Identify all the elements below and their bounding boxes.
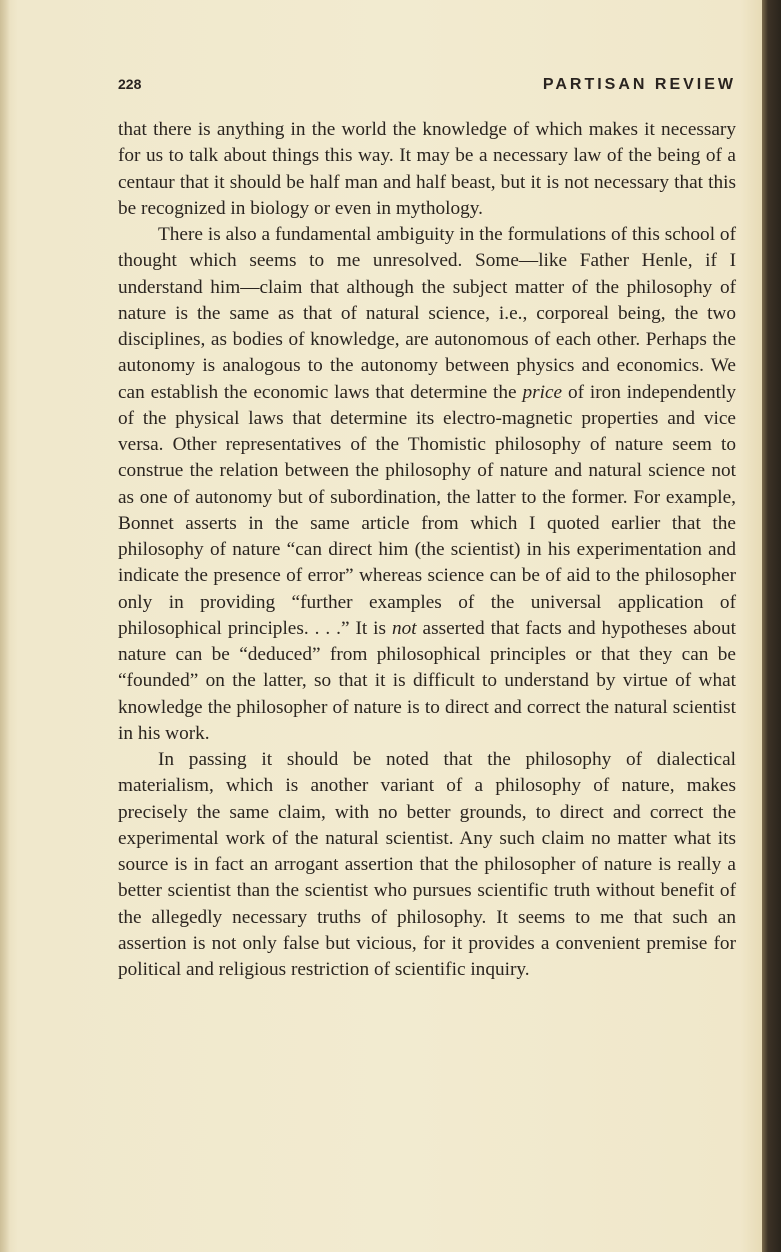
paragraph-2 bbox=[118, 222, 736, 747]
page-number: 228 bbox=[118, 76, 142, 92]
emphasis-price: price bbox=[522, 381, 563, 403]
page-gutter-shadow bbox=[0, 0, 10, 1252]
body-text bbox=[118, 117, 736, 983]
running-head: PARTISAN REVIEW bbox=[542, 76, 736, 93]
paragraph-2-text-b: of iron independently of the physical laws that determine its electro-magnetic properties and vice versa. Other representatives of the Thomistic philosophy of nature seem to construe the relation between the philosophy of nature and natural science not as one of autonomy but of subordination, the latter to the former. For example, Bonnet asserts in the same article from which I quoted earlier that the philosophy of nature “can direct him (the scientist) in his experimentation and indicate the presence of error” whereas science can be of aid to the philosopher only in providing “further examples of the universal application of philosophical principles. . . .” It is bbox=[118, 381, 737, 639]
paragraph-2-text-a: There is also a fundamental ambiguity in the formulations of this school of thought which seems to me unresolved. Some—like Father Henle, if I understand him—claim that although the subject matter of the philosophy of nature is the same as that of natural science, i.e., corporeal being, the two disciplines, as bodies of knowledge, are autonomous of each other. Perhaps the autonomy is analogous to the autonomy between physics and economics. We can establish the economic laws that determine the bbox=[118, 224, 736, 403]
paragraph-2-text-c: asserted that facts and hypotheses about nature can be “deduced” from philosophical principles or that they can be “founded” on the latter, so that it is difficult to understand by virtue of what knowledge the philosopher of nature is to direct and correct the natural scientist in his work. bbox=[118, 617, 736, 744]
paragraph-3-text: In passing it should be noted that the philosophy of dialectical materialism, which is another variant of a philosophy of nature, makes precisely the same claim, with no better grounds, to direct and correct the experimental work of the natural scientist. Any such claim no matter what its source is in fact an arrogant assertion that the philosopher of nature is really a better scientist than the scientist who pursues scientific truth without benefit of the allegedly necessary truths of philosophy. It seems to me that such an assertion is not only false but vicious, for it provides a convenient premise for political and religious restriction of scientific inquiry. bbox=[118, 749, 736, 980]
paragraph-1-text: that there is anything in the world the knowledge of which makes it necessary for us to talk about things this way. It may be a necessary law of the being of a centaur that it should be half man and half beast, but it is not necessary that this be recognized in biology or even in mythology. bbox=[118, 119, 736, 219]
paragraph-3 bbox=[118, 747, 736, 983]
paragraph-1 bbox=[118, 117, 736, 222]
page-edge-shadow bbox=[762, 0, 781, 1252]
page-header bbox=[118, 76, 736, 100]
emphasis-not: not bbox=[391, 617, 417, 639]
